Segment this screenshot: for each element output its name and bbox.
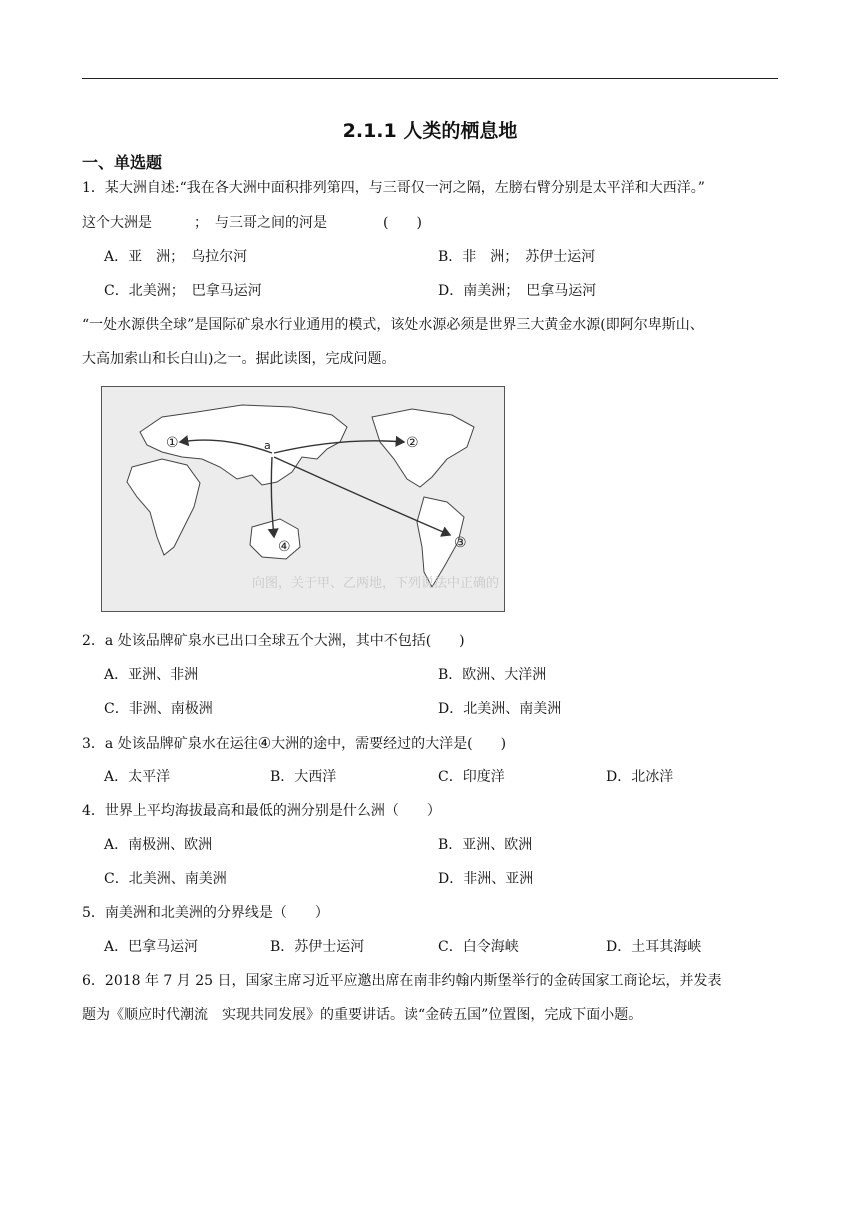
map-label-3: ③ — [454, 535, 467, 551]
q1-stem-line1: 1．某大洲自述:“我在各大洲中面积排列第四，与三哥仅一河之隔，左膀右臂分别是太平洋和大西洋。” — [82, 180, 705, 196]
q1-option-c: C．北美洲； 巴拿马运河 — [104, 283, 262, 299]
q2-option-c: C．非洲、南极洲 — [104, 701, 213, 717]
q4-option-a: A．南极洲、欧洲 — [104, 837, 213, 853]
q4-option-c: C．北美洲、南美洲 — [104, 871, 227, 887]
q5-option-b: B．苏伊士运河 — [270, 939, 365, 955]
q3-option-c: C．印度洋 — [438, 769, 505, 785]
q5-option-c: C．白令海峡 — [438, 939, 519, 955]
q2-stem: 2．a 处该品牌矿泉水已出口全球五个大洲，其中不包括( ) — [82, 633, 465, 649]
map-label-4: ④ — [278, 539, 291, 555]
q5-option-a: A．巴拿马运河 — [104, 939, 199, 955]
q3-option-b: B．大西洋 — [270, 769, 337, 785]
q2-option-d: D．北美洲、南美洲 — [438, 701, 562, 717]
page-title: 2.1.1 人类的栖息地 — [342, 120, 518, 142]
q3-stem — [82, 733, 782, 754]
q2-option-a: A．亚洲、非洲 — [104, 667, 199, 683]
q3-stem-before: 3．a 处该品牌矿泉水在运往 — [82, 736, 258, 752]
q2-option-b: B．欧洲、大洋洲 — [438, 667, 547, 683]
q1-option-a: A．亚 洲； 乌拉尔河 — [104, 249, 248, 265]
q5-stem: 5．南美洲和北美洲的分界线是（ ） — [82, 905, 329, 921]
q1-stem-line2: 这个大洲是 ； 与三哥之间的河是 ( ) — [82, 215, 422, 231]
q4-stem: 4．世界上平均海拔最高和最低的洲分别是什么洲（ ） — [82, 803, 441, 819]
section-heading: 一、单选题 — [82, 153, 163, 172]
intro-line1: “一处水源供全球”是国际矿泉水行业通用的模式，该处水源必须是世界三大黄金水源(即阿尔卑斯山、 — [82, 317, 704, 333]
q3-stem-circle: ④ — [257, 734, 272, 752]
q1-option-d: D．南美洲； 巴拿马运河 — [438, 283, 597, 299]
q3-option-a: A．太平洋 — [104, 769, 171, 785]
header-rule — [82, 78, 778, 79]
intro-line2: 大高加索山和长白山)之一。据此读图，完成问题。 — [82, 351, 396, 367]
q5-option-d: D．土耳其海峡 — [606, 939, 702, 955]
map-label-1: ① — [166, 435, 179, 451]
q4-option-b: B．亚洲、欧洲 — [438, 837, 533, 853]
q3-stem-after: 大洲的途中，需要经过的大洋是( ) — [271, 736, 507, 752]
q3-option-d: D．北冰洋 — [606, 769, 674, 785]
map-label-2: ② — [406, 435, 419, 451]
map-label-a: a — [264, 439, 271, 452]
world-map-svg — [102, 387, 504, 611]
map-watermark: 向图，关于甲、乙两地，下列说法中正确的 — [252, 576, 500, 591]
q6-stem-line2: 题为《顺应时代潮流 实现共同发展》的重要讲话。读“金砖五国”位置图，完成下面小题。 — [82, 1007, 643, 1023]
q1-option-b: B．非 洲； 苏伊士运河 — [438, 249, 596, 265]
q4-option-d: D．非洲、亚洲 — [438, 871, 534, 887]
world-map-figure — [101, 386, 505, 612]
q6-stem-line1: 6．2018 年 7 月 25 日，国家主席习近平应邀出席在南非约翰内斯堡举行的金砖国家工商论坛，并发表 — [82, 973, 722, 989]
